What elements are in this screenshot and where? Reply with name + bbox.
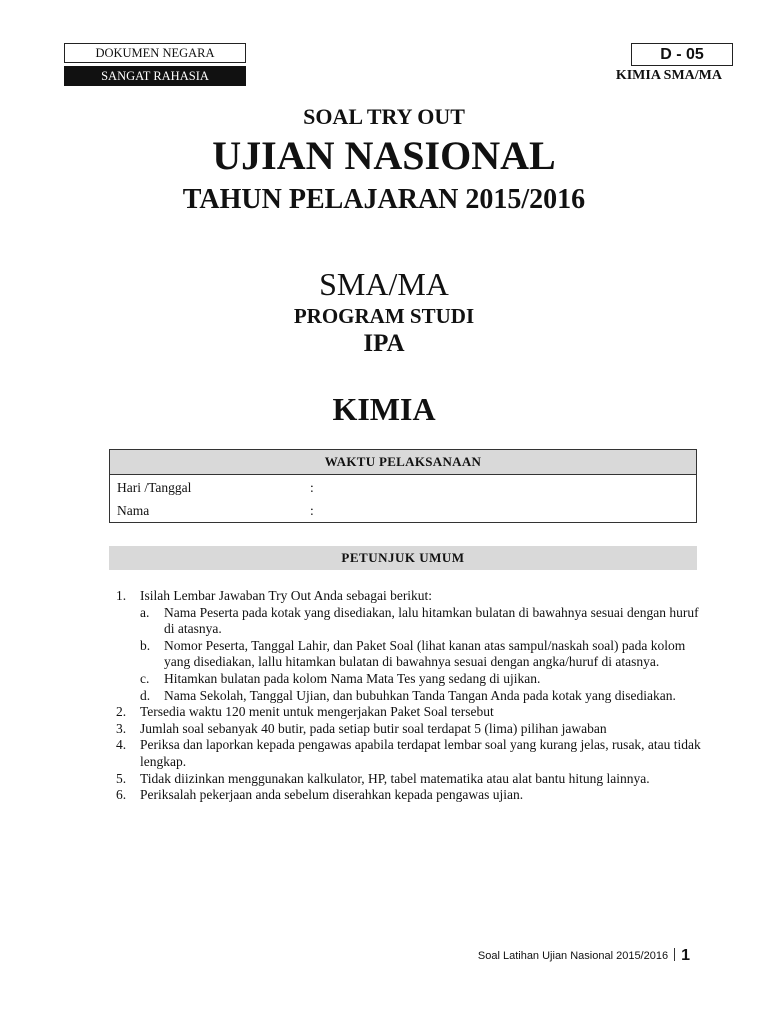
sub-text: Hitamkan bulatan pada kolom Nama Mata Tes yang sedang di ujikan. <box>164 670 541 686</box>
page-number: 1 <box>681 947 690 964</box>
subject-title: KIMIA <box>332 391 436 427</box>
sub-letter: d. <box>140 687 151 703</box>
sub-letter: a. <box>140 604 150 620</box>
sub-item <box>140 671 706 688</box>
footer-divider <box>674 948 675 961</box>
sub-text: Nama Sekolah, Tanggal Ujian, dan bubuhkan Tanda Tangan Anda pada kotak yang disediakan. <box>164 687 676 703</box>
program-label: PROGRAM STUDI <box>293 304 475 328</box>
list-item <box>116 771 706 788</box>
sub-item <box>140 638 706 671</box>
item-number: 1. <box>116 588 127 603</box>
instruction-list <box>116 588 706 804</box>
nama-label: Nama <box>117 503 150 518</box>
title-line1: SOAL TRY OUT <box>303 104 465 129</box>
sub-letter: b. <box>140 637 151 653</box>
sub-item <box>140 688 706 705</box>
paket-code: D - 05 <box>631 43 733 66</box>
waktu-heading: WAKTU PELAKSANAAN <box>110 450 696 475</box>
hari-tanggal-label: Hari /Tanggal <box>117 480 192 495</box>
list-item <box>116 787 706 804</box>
item-number: 3. <box>116 720 127 736</box>
sub-letter: c. <box>140 670 150 686</box>
petunjuk-heading: PETUNJUK UMUM <box>109 546 697 570</box>
sub-text: Nama Peserta pada kotak yang disediakan, lalu hitamkan bulatan di bawahnya sesuai dengan huruf di atasnya. <box>164 604 699 637</box>
list-item <box>116 737 706 770</box>
subject-header: KIMIA SMA/MA <box>615 68 722 83</box>
list-item <box>116 704 706 721</box>
item-number: 6. <box>116 787 127 803</box>
nama-colon: : <box>310 503 314 518</box>
sangat-rahasia-label: SANGAT RAHASIA <box>64 66 246 86</box>
hari-tanggal-colon: : <box>310 480 314 495</box>
program-name: IPA <box>363 330 405 357</box>
item-text: Periksa dan laporkan kepada pengawas apabila terdapat lembar soal yang kurang jelas, rusak, atau tidak lengkap. <box>140 737 701 769</box>
school-level: SMA/MA <box>319 266 449 302</box>
waktu-pelaksanaan-table <box>109 449 697 523</box>
item-text: Tersedia waktu 120 menit untuk mengerjakan Paket Soal tersebut <box>140 704 494 720</box>
dokumen-negara-label: DOKUMEN NEGARA <box>64 43 246 63</box>
list-item <box>116 588 706 704</box>
item-number: 5. <box>116 770 127 786</box>
item-number: 4. <box>116 737 127 753</box>
title-year: TAHUN PELAJARAN 2015/2016 <box>182 184 586 215</box>
item-text: Isilah Lembar Jawaban Try Out Anda sebagai berikut: <box>140 588 433 603</box>
item-text: Periksalah pekerjaan anda sebelum diserahkan kepada pengawas ujian. <box>140 787 524 803</box>
footer-text: Soal Latihan Ujian Nasional 2015/2016 <box>477 950 669 962</box>
title-main: UJIAN NASIONAL <box>212 133 556 178</box>
page-footer <box>400 947 690 965</box>
item-text: Jumlah soal sebanyak 40 butir, pada setiap butir soal terdapat 5 (lima) pilihan jawaban <box>140 720 607 736</box>
list-item <box>116 721 706 738</box>
item-text: Tidak diizinkan menggunakan kalkulator, HP, tabel matematika atau alat bantu hitung lainnya. <box>140 770 650 786</box>
item-number: 2. <box>116 704 127 720</box>
sub-item <box>140 605 706 638</box>
sub-text: Nomor Peserta, Tanggal Lahir, dan Paket Soal (lihat kanan atas sampul/naskah soal) pada kolom yang disediakan, lallu hitamkan bulatan di bawahnya sesuai dengan angka/huruf di atasnya. <box>164 637 686 670</box>
